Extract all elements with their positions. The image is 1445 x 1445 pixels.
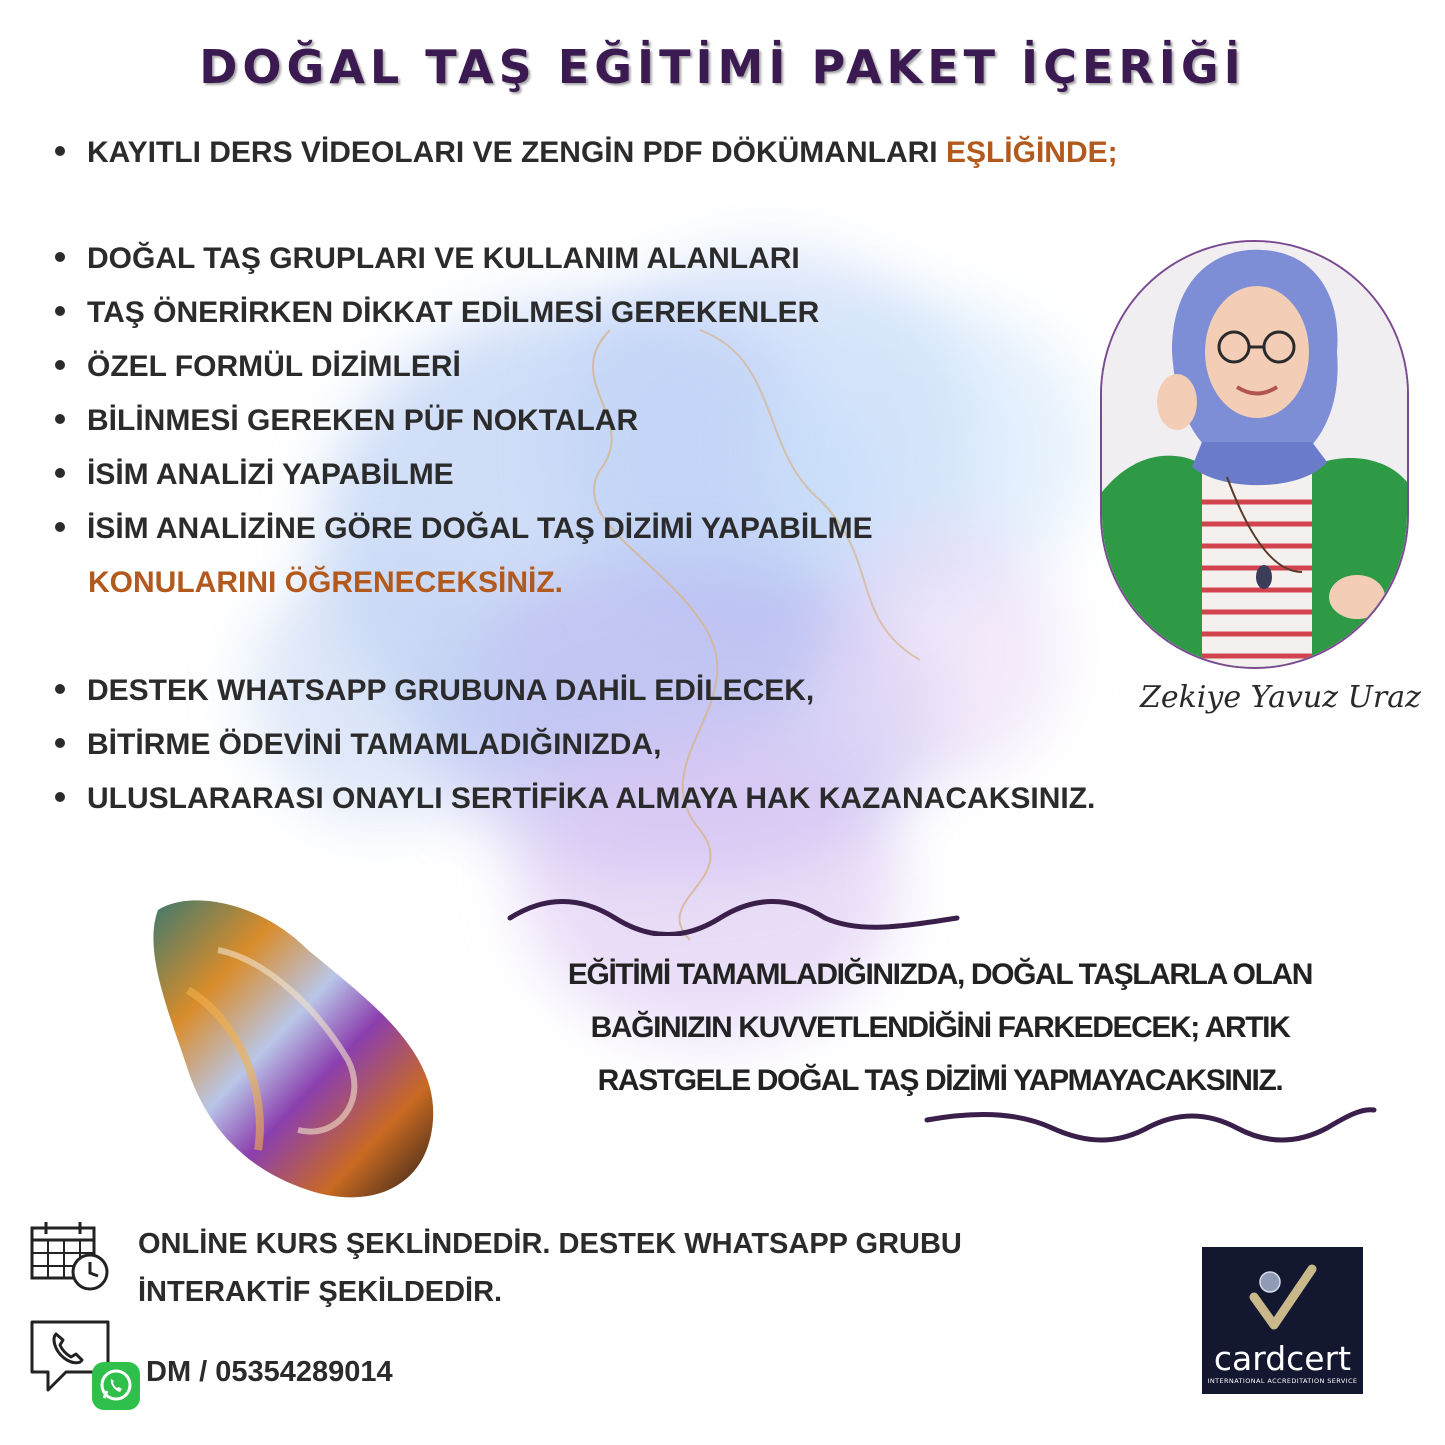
bullet <box>55 738 65 748</box>
completion-quote <box>510 948 1370 1107</box>
top-wave-decoration <box>505 896 965 936</box>
support-item <box>55 728 661 762</box>
bullet <box>55 146 65 156</box>
topic-label: İSİM ANALİZİ YAPABİLME <box>87 458 454 491</box>
bullet <box>55 684 65 694</box>
intro-accent: EŞLİĞİNDE; <box>945 136 1118 169</box>
logo-subtitle: INTERNATIONAL ACCREDITATION SERVICE <box>1207 1377 1358 1385</box>
instructor-signature: Zekiye Yavuz Uraz <box>1140 680 1421 715</box>
globe-check-icon <box>1202 1247 1363 1337</box>
topic-label: DOĞAL TAŞ GRUPLARI VE KULLANIM ALANLARI <box>87 242 800 275</box>
bullet <box>55 252 65 262</box>
course-info-line: ONLİNE KURS ŞEKLİNDEDİR. DESTEK WHATSAPP GRUBU <box>138 1228 962 1260</box>
calendar-clock-icon <box>28 1218 113 1293</box>
bullet <box>55 522 65 532</box>
topic-label: İSİM ANALİZİNE GÖRE DOĞAL TAŞ DİZİMİ YAPABİLME <box>87 512 873 545</box>
bottom-wave-decoration <box>922 1100 1382 1150</box>
topic-item <box>55 242 800 276</box>
bullet <box>55 468 65 478</box>
topic-item <box>55 296 819 330</box>
topic-item <box>55 512 873 546</box>
topic-label: TAŞ ÖNERİRKEN DİKKAT EDİLMESİ GEREKENLER <box>87 296 820 329</box>
support-item <box>55 782 1095 816</box>
topic-item <box>55 404 638 438</box>
instructor-photo <box>1100 240 1409 669</box>
quote-line: EĞİTİMİ TAMAMLADIĞINIZDA, DOĞAL TAŞLARLA OLAN <box>567 958 1313 991</box>
topic-label: ÖZEL FORMÜL DİZİMLERİ <box>87 350 461 383</box>
bullet <box>55 792 65 802</box>
quote-line: BAĞINIZIN KUVVETLENDİĞİNİ FARKEDECEK; ARTIK <box>590 1011 1290 1044</box>
page-title: DOĞAL TAŞ EĞİTİMİ PAKET İÇERİĞİ <box>199 40 1246 94</box>
course-info-line: İNTERAKTİF ŞEKİLDEDİR. <box>138 1276 503 1308</box>
quote-line: RASTGELE DOĞAL TAŞ DİZİMİ YAPMAYACAKSINIZ. <box>597 1064 1283 1097</box>
topic-item <box>55 458 454 492</box>
support-label: BİTİRME ÖDEVİNİ TAMAMLADIĞINIZDA, <box>87 728 662 761</box>
support-label: ULUSLARARASI ONAYLI SERTİFİKA ALMAYA HAK KAZANACAKSINIZ. <box>87 782 1096 815</box>
support-label: DESTEK WHATSAPP GRUBUNA DAHİL EDİLECEK, <box>87 674 815 707</box>
whatsapp-icon <box>90 1360 142 1412</box>
bullet <box>55 360 65 370</box>
topic-label: BİLİNMESİ GEREKEN PÜF NOKTALAR <box>87 404 639 437</box>
support-item <box>55 674 814 708</box>
cardcert-logo <box>1202 1247 1363 1394</box>
topics-conclusion: KONULARINI ÖĞRENECEKSİNİZ. <box>88 566 564 599</box>
bullet <box>55 306 65 316</box>
logo-name: cardcert <box>1213 1339 1352 1378</box>
bullet <box>55 414 65 424</box>
intro-line <box>55 136 1118 170</box>
contact-number[interactable]: DM / 05354289014 <box>146 1356 393 1388</box>
topic-item <box>55 350 461 384</box>
natural-stone-image <box>148 890 448 1210</box>
intro-text: KAYITLI DERS VİDEOLARI VE ZENGİN PDF DÖKÜMANLARI <box>87 136 946 169</box>
